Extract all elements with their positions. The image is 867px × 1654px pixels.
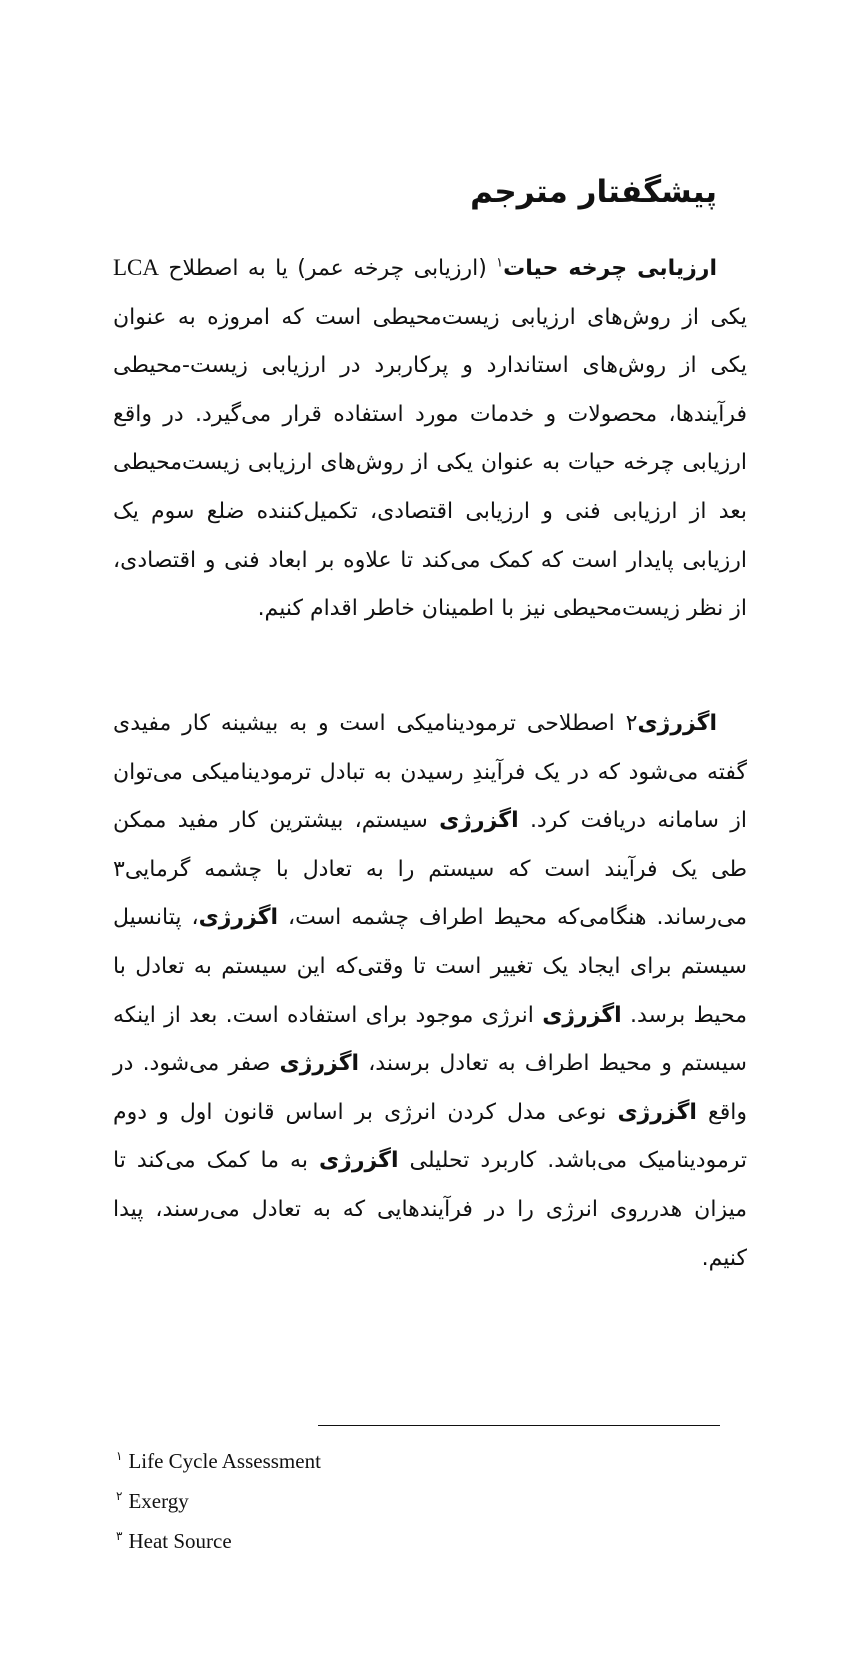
term-exergy-bold: اگزرژی bbox=[617, 1099, 697, 1125]
term-exergy-bold: اگزرژی bbox=[637, 711, 717, 736]
paragraph-text: نوعی مدل کردن انرژی بر اساس قانون اول و دوم ترمودینامیک می‌باشد. کاربرد تحلیلی bbox=[113, 1099, 747, 1174]
term-exergy-bold: اگزرژی bbox=[279, 1051, 360, 1077]
footnotes bbox=[116, 1439, 321, 1559]
paragraph-text: صفر می‌شود. در واقع bbox=[113, 1051, 747, 1125]
term-exergy-bold: اگزرژی bbox=[318, 1148, 399, 1174]
paragraph-text: (ارزیابی چرخه عمر) یا به اصطلاح bbox=[159, 256, 497, 281]
paragraph-exergy bbox=[113, 700, 747, 1283]
paragraph-text: ۲ اصطلاحی ترمودینامیکی است و به بیشینه کار مفیدی گفته می‌شود که در یک فرآیندِ رسیدن به تبادل ترمودینامیکی می‌توان از سامانه دریافت کرد. bbox=[113, 711, 747, 834]
paragraph-lca bbox=[113, 244, 747, 634]
footnote-text: Exergy bbox=[128, 1489, 189, 1513]
page-title: پیشگفتار مترجم bbox=[470, 174, 717, 210]
term-exergy-bold: اگزرژی bbox=[542, 1002, 622, 1028]
footnote-mark: ۱ bbox=[116, 1449, 123, 1463]
footnote-mark: ۲ bbox=[116, 1489, 123, 1503]
footnote-item bbox=[116, 1479, 321, 1519]
term-lca-bold: ارزیابی چرخه حیات bbox=[503, 256, 718, 281]
footnote-text: Life Cycle Assessment bbox=[128, 1449, 321, 1473]
footnote-ref-1: ۱ bbox=[496, 255, 504, 271]
term-exergy-bold: اگزرژی bbox=[439, 808, 519, 834]
term-exergy-bold: اگزرژی bbox=[198, 905, 279, 931]
paragraph-text: به ما کمک می‌کند تا میزان هدرروی انرژی را در فرآیندهایی که به تعادل می‌رسند، پیدا کنیم. bbox=[113, 1148, 747, 1271]
paragraph-text: سیستم، بیشترین کار مفید ممکن طی یک فرآیند است که سیستم را به تعادل با چشمه گرمایی۳ می‌رساند. هنگامی‌که محیط اطراف چشمه است، bbox=[113, 808, 748, 931]
footnote-mark: ۳ bbox=[116, 1529, 123, 1543]
footnote-text: Heat Source bbox=[128, 1529, 232, 1553]
paragraph-text: یکی از روش‌های ارزیابی زیست‌محیطی است که امروزه به عنوان یکی از روش‌های استاندارد و پرکاربرد در ارزیابی زیست-محیطی فرآیندها، محصولات و خدمات مورد استفاده قرار می‌گیرد. در واقع ارزیابی چرخه حیات به عنوان یکی از روش‌های ارزیابی زیست‌محیطی بعد از ارزیابی فنی و ارزیابی اقتصادی، تکمیل‌کننده ضلع سوم یک ارزیابی پایدار است که کمک می‌کند تا علاوه بر ابعاد فنی و اقتصادی، از نظر زیست‌محیطی نیز با اطمینان خاطر اقدام کنیم. bbox=[113, 304, 747, 622]
footnote-item bbox=[116, 1519, 321, 1559]
paragraph-text: ، پتانسیل سیستم برای ایجاد یک تغییر است تا وقتی‌که این سیستم به تعادل با محیط برسد. bbox=[113, 905, 747, 1028]
paragraph-text: انرژی موجود برای استفاده است. بعد از اینکه سیستم و محیط اطراف به تعادل برسند، bbox=[113, 1002, 747, 1077]
footnote-divider bbox=[318, 1425, 720, 1426]
lca-abbreviation: LCA bbox=[113, 255, 159, 280]
footnote-item bbox=[116, 1439, 321, 1479]
